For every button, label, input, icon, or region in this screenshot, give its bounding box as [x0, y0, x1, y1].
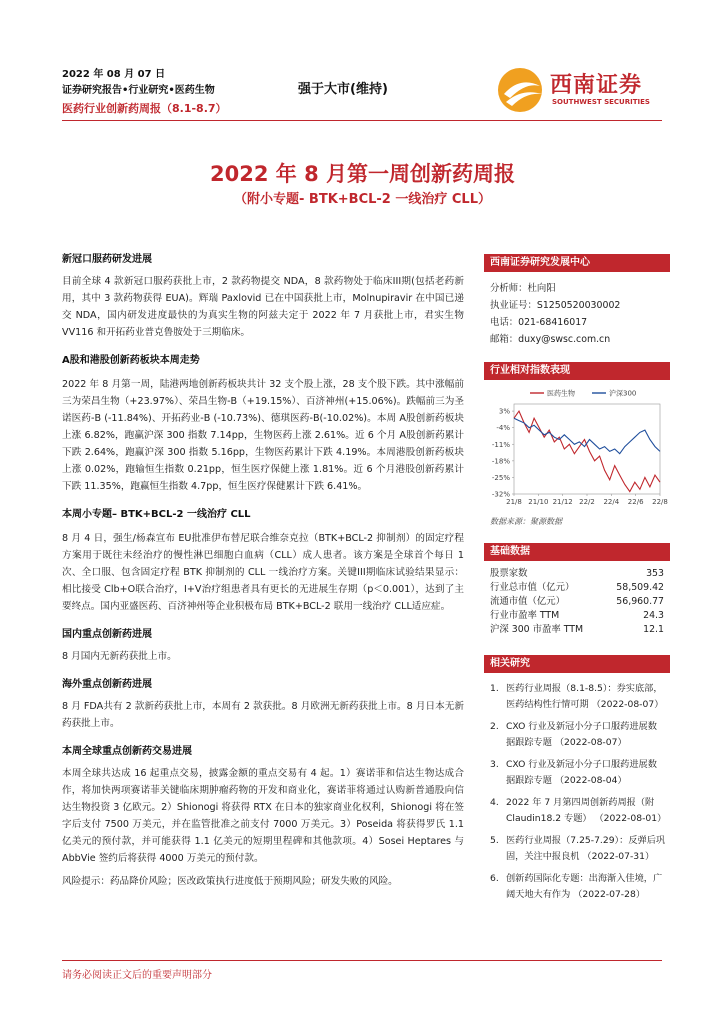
section-heading: A股和港股创新药板块本周走势 [62, 355, 200, 366]
brand-name: 西南证券 [550, 73, 643, 98]
basic-data-row [490, 595, 664, 609]
brand-logo [496, 64, 656, 116]
sidebar [484, 254, 670, 909]
report-subtitle: （附小专题- BTK+BCL-2 一线治疗 CLL） [234, 192, 491, 207]
basic-data-row [490, 623, 664, 637]
analyst-license: 执业证号：S1250520030002 [490, 300, 621, 311]
basic-data-row [490, 581, 664, 595]
chart-xtick-label: 22/8 [652, 498, 668, 506]
section-covid-oral [62, 250, 464, 341]
section-heading: 海外重点创新药进展 [62, 679, 152, 690]
chart-ytick-label: -25% [491, 473, 510, 482]
data-source: 数据来源：聚源数据 [490, 517, 562, 526]
chart-ytick-label: 3% [498, 407, 510, 416]
related-research-number: 4. [490, 797, 499, 808]
section-paragraph: 8 月 FDA共有 2 款新药获批上市，本周有 2 款获批。8 月欧洲无新药获批上市。8 月日本无新药获批上市。 [62, 701, 464, 729]
related-research-number: 2. [490, 721, 499, 732]
related-research-item[interactable] [490, 795, 666, 827]
section-overseas-progress [62, 675, 464, 732]
basic-data-label: 行业总市值（亿元） [490, 582, 575, 593]
section-market-trend [62, 351, 464, 495]
chart-ytick-label: -18% [491, 457, 510, 466]
related-research-number: 3. [490, 759, 499, 770]
basic-data-label: 沪深 300 市盈率 TTM [490, 624, 584, 635]
related-research-item[interactable] [490, 871, 666, 903]
section-heading: 国内重点创新药进展 [62, 629, 152, 640]
section-paragraph: 8 月国内无新药获批上市。 [62, 651, 177, 662]
basic-data-value: 56,960.77 [616, 596, 664, 607]
basic-data-value: 24.3 [643, 610, 664, 621]
chart-series-line [514, 411, 660, 492]
section-paragraph: 本周全球共达成 16 起重点交易，披露金额的重点交易有 4 起。1）赛诺菲和信达生物达成合作，将加快两项赛诺菲关键临床期肿瘤药物的开发和商业化，赛诺菲将通过认购新普通股向信达生物投资 3 亿欧元。2）Shionogi 将获得 RTX 在日本的独家商业化权利，Shionogi 将在签字后支付 7500 万美元，并在监管批准之前支付 7000 万美元。3）Poseida 将获得罗氏 1.1 亿美元的预付款，并可能获得 1.1 亿美元的短期里程碑和其他款项。4）Sosei Heptares 与 AbbVie 签约后将获得 4000 万美元的预付款。 [62, 768, 464, 864]
brand-name-en: SOUTHWEST SECURITIES [552, 98, 650, 106]
chart-legend-label: 医药生物 [547, 389, 575, 398]
related-research-title: 2022 年 7 月第四周创新药周报（附 Claudin18.2 专题） （2022-08-01） [506, 797, 667, 824]
basic-data-heading: 基础数据 [484, 543, 670, 561]
section-paragraph: 8 月 4 日，强生/杨森宣布 EU批准伊布替尼联合维奈克拉（BTK+BCL-2 抑制剂）的固定疗程方案用于既往未经治疗的慢性淋巴细胞白血病（CLL）成人患者。该方案是全球首个每日 1 次、全口服、包含固定疗程 BTK 抑制剂的 CLL 一线治疗方案。关键III期临床试验结果显示：相比接受 Clb+O联合治疗，I+V治疗组患者具有更长的无进展生存期（p＜0.001），达到了主要终点。国内亚盛医药、百济神州等企业积极布局 BTK+BCL-2 联用一线治疗 CLL适应症。 [62, 533, 464, 612]
analyst-phone: 电话：021-68416017 [490, 317, 588, 328]
basic-data-row [490, 609, 664, 623]
basic-data-row [490, 567, 664, 581]
footer-disclaimer: 请务必阅读正文后的重要声明部分 [62, 970, 212, 981]
related-research-number: 6. [490, 873, 499, 884]
related-heading: 相关研究 [484, 655, 670, 673]
related-research-item[interactable] [490, 757, 666, 789]
related-research-title: 医药行业周报（8.1-8.5）：券实底部，医药结构性行情可期 （2022-08-07） [506, 683, 664, 710]
basic-data-label: 行业市盈率 TTM [490, 610, 560, 621]
chart-xtick-label: 22/4 [603, 498, 620, 506]
section-weekly-topic [62, 505, 464, 615]
header-divider [62, 120, 662, 121]
related-research-title: CXO 行业及新冠小分子口服药进展数据跟踪专题 （2022-08-07） [506, 721, 657, 748]
section-paragraph: 目前全球 4 款新冠口服药获批上市，2 款药物提交 NDA，8 款药物处于临床III期(包括老药新用，其中 3 款药物获得 EUA)。辉瑞 Paxlovid 已在中国获批上市，Molnupiravir 在中国已递交 NDA，国内研发进度最快的为真实生物的阿兹夫定于 2022 年 7 月获批上市，君实生物 VV116 和开拓药业普克鲁胺处于三期临床。 [62, 276, 464, 338]
report-title: 2022 年 8 月第一周创新药周报 [210, 162, 515, 186]
related-research-item[interactable] [490, 681, 666, 713]
section-paragraph: 2022 年 8 月第一周，陆港两地创新药板块共计 32 支个股上涨，28 支个股下跌。其中涨幅前三为荣昌生物（+23.97%）、荣昌生物-B（+19.15%）、百济神州(+15.06%)。跌幅前三为圣诺医药-B (-11.84%)、开拓药业-B (-10.73%)、德琪医药-B(-10.02%)。本周 A股创新药板块上涨 6.82%，跑赢沪深 300 指数 7.14pp，生物医药上涨 2.61%。近 6 个月 A股创新药累计下跌 2.64%，跑赢沪深 300 指数 5.16pp，生物医药累计下跌 4.19%。本周港股创新药板块上涨 0.02%，跑输恒生指数 0.21pp，恒生医疗保健上涨 1.81%。近 6 个月港股创新药累计下跌 11.35%，跑赢恒生指数 4.7pp，恒生医疗保健累计下跌 6.41%。 [62, 379, 464, 492]
basic-data-label: 股票家数 [490, 568, 528, 579]
section-domestic-progress [62, 625, 464, 665]
analyst-name: 分析师：杜向阳 [490, 283, 556, 294]
chart-ytick-label: -4% [496, 424, 510, 433]
chart-plot-frame [514, 404, 660, 494]
industry-rating: 强于大市(维持) [298, 82, 388, 97]
main-column [62, 250, 464, 890]
chart-heading: 行业相对指数表现 [484, 362, 670, 380]
related-research-number: 1. [490, 683, 499, 694]
report-date: 2022 年 08 月 07 日 [62, 69, 166, 80]
report-series: 医药行业创新药周报（8.1-8.7） [62, 102, 227, 115]
related-research-title: CXO 行业及新冠小分子口服药进展数据跟踪专题 （2022-08-04） [506, 759, 657, 786]
related-research-title: 医药行业周报（7.25-7.29）：反弹后巩固，关注中报良机 （2022-07-31） [506, 835, 666, 862]
report-category: 证券研究报告•行业研究•医药生物 [62, 85, 215, 96]
chart-xtick-label: 21/10 [528, 498, 549, 506]
relative-index-chart [484, 384, 670, 512]
chart-xtick-label: 22/2 [579, 498, 595, 506]
basic-data-value: 12.1 [643, 624, 664, 635]
chart-legend-label: 沪深300 [609, 389, 637, 398]
related-research-title: 创新药国际化专题：出海渐入佳境，广阔天地大有作为 （2022-07-28） [506, 873, 663, 900]
chart-ytick-label: -11% [491, 440, 510, 449]
risk-warning: 风险提示：药品降价风险；医改政策执行进度低于预期风险；研发失败的风险。 [62, 876, 398, 887]
section-heading: 本周全球重点创新药交易进展 [62, 746, 192, 757]
chart-xtick-label: 21/8 [506, 498, 522, 506]
related-research-number: 5. [490, 835, 499, 846]
basic-data-table [484, 567, 670, 637]
section-heading: 本周小专题– BTK+BCL-2 一线治疗 CLL [62, 509, 251, 520]
team-heading: 西南证券研究发展中心 [484, 254, 670, 272]
basic-data-value: 353 [646, 568, 664, 579]
logo-emblem-icon [496, 64, 548, 116]
chart-ytick-label: -32% [491, 490, 510, 499]
section-deals [62, 742, 464, 890]
basic-data-label: 流通市值（亿元） [490, 596, 566, 607]
basic-data-value: 58,509.42 [616, 582, 664, 593]
analyst-email[interactable]: 邮箱：duxy@swsc.com.cn [490, 334, 611, 345]
chart-xtick-label: 22/6 [627, 498, 644, 506]
related-research-item[interactable] [490, 719, 666, 751]
footer-divider [62, 960, 662, 961]
related-research-item[interactable] [490, 833, 666, 865]
chart-series-line [514, 418, 660, 454]
section-heading: 新冠口服药研发进展 [62, 254, 152, 265]
chart-xtick-label: 21/12 [552, 498, 573, 506]
related-research-list [484, 681, 670, 903]
